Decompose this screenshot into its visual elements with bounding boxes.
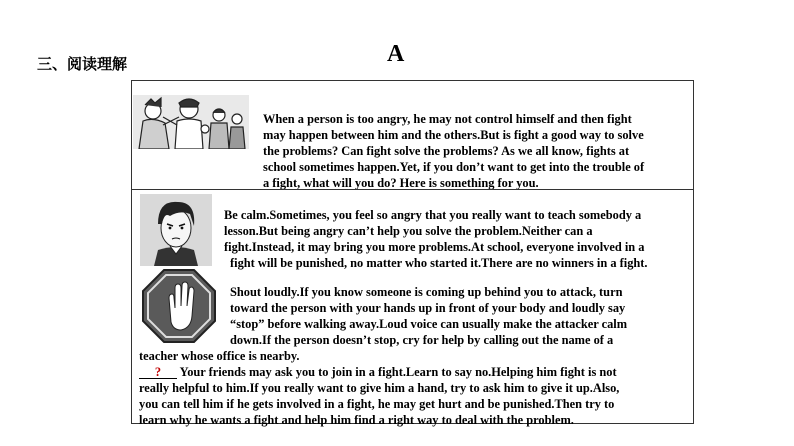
angry-boy-portrait xyxy=(140,194,212,266)
text-line: teacher whose office is nearby. xyxy=(139,349,300,363)
text-line: Shout loudly.If you know someone is coming up behind you to attack, turn xyxy=(230,285,623,299)
text-line: may happen between him and the others.But is fight a good way to solve xyxy=(263,128,644,142)
text-line: Be calm.Sometimes, you feel so angry that you really want to teach somebody a xyxy=(224,208,642,222)
first-line xyxy=(139,364,691,380)
passage-box xyxy=(131,80,694,427)
text-line: toward the person with your hands up in front of your body and loudly say xyxy=(230,301,626,315)
text-line: When a person is too angry, he may not control himself and then fight xyxy=(263,112,632,126)
tip-be-calm xyxy=(224,207,690,271)
fighting-students-illustration xyxy=(133,95,249,149)
section-title: 三、阅读理解 xyxy=(37,55,128,73)
tip-shout-loudly xyxy=(230,284,690,348)
tip-say-no xyxy=(139,364,691,428)
text-line: really helpful to him.If you really want to give him a hand, try to ask him to give it up.Also, xyxy=(139,381,620,395)
passage-label: A xyxy=(387,41,405,67)
text-line: lesson.But being angry can’t help you solve the problem.Neither can a xyxy=(224,224,593,238)
text-line: down.If the person doesn’t stop, cry for help by calling out the name of a xyxy=(230,333,614,347)
text-line: Your friends may ask you to join in a fight.Learn to say no.Helping him fight is not xyxy=(179,365,617,379)
text-line: fight.Instead, it may bring you more problems.At school, everyone involved in a xyxy=(224,240,645,254)
question-mark: ? xyxy=(154,365,162,379)
text-line: school sometimes happen.Yet, if you don’t want to get into the trouble of xyxy=(263,160,645,174)
intro-paragraph xyxy=(263,111,688,191)
text-line: “stop” before walking away.Loud voice can usually make the attacker calm xyxy=(230,317,628,331)
stop-hand-sign-icon xyxy=(141,268,217,344)
text-line: a fight, what will you do? Here is something for you. xyxy=(263,176,539,190)
text-line: fight will be punished, no matter who started it.There are no winners in a fight. xyxy=(230,256,648,270)
text-line: the problems? Can fight solve the problems? As we all know, fights at xyxy=(263,144,630,158)
text-line: you can tell him if he gets involved in a fight, he may get hurt and be punished.Then try to xyxy=(139,397,615,411)
text-line: learn why he wants a fight and help him find a right way to deal with the problem. xyxy=(139,413,574,427)
answer-blank xyxy=(139,366,177,379)
divider xyxy=(132,189,693,190)
